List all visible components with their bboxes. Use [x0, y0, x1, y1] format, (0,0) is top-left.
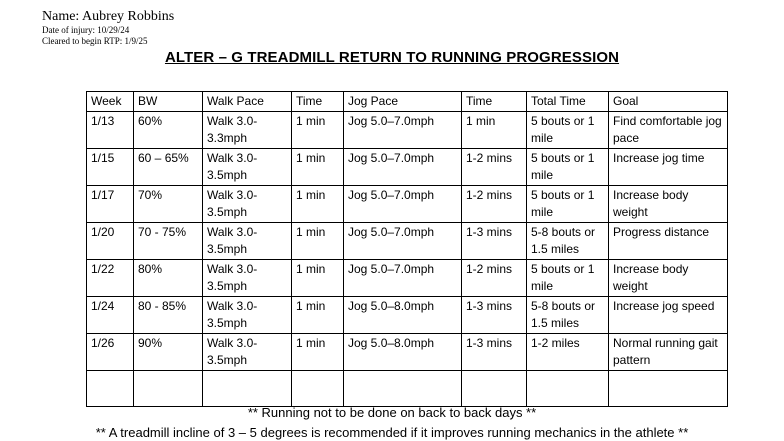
cell-bw: 60%: [134, 112, 203, 149]
col-header-goal: Goal: [609, 92, 728, 112]
empty-cell: [203, 371, 292, 407]
cell-walk-time: 1 min: [292, 260, 344, 297]
cell-jog-time: 1-2 mins: [462, 260, 527, 297]
cell-total-time: 1-2 miles: [527, 334, 609, 371]
table-row: [87, 149, 728, 186]
cell-walk-pace: Walk 3.0-3.5mph: [203, 260, 292, 297]
cell-walk-time: 1 min: [292, 112, 344, 149]
cell-walk-time: 1 min: [292, 149, 344, 186]
cell-jog-pace: Jog 5.0–8.0mph: [344, 297, 462, 334]
cell-week: 1/17: [87, 186, 134, 223]
cell-week: 1/26: [87, 334, 134, 371]
cell-total-time: 5 bouts or 1 mile: [527, 149, 609, 186]
cell-bw: 70 - 75%: [134, 223, 203, 260]
cell-jog-time: 1 min: [462, 112, 527, 149]
table-row: [87, 186, 728, 223]
cell-walk-time: 1 min: [292, 334, 344, 371]
cell-walk-pace: Walk 3.0-3.5mph: [203, 297, 292, 334]
cell-bw: 60 – 65%: [134, 149, 203, 186]
cell-week: 1/22: [87, 260, 134, 297]
cell-walk-pace: Walk 3.0-3.5mph: [203, 186, 292, 223]
cell-jog-time: 1-3 mins: [462, 297, 527, 334]
table-row: [87, 260, 728, 297]
col-header-jog-pace: Jog Pace: [344, 92, 462, 112]
empty-cell: [292, 371, 344, 407]
cell-goal: Increase jog time: [609, 149, 728, 186]
cell-bw: 80%: [134, 260, 203, 297]
note-incline: ** A treadmill incline of 3 – 5 degrees is recommended if it improves running mechanics in the athlete **: [95, 425, 689, 440]
empty-cell: [87, 371, 134, 407]
cell-walk-pace: Walk 3.0-3.5mph: [203, 223, 292, 260]
col-header-walk-time: Time: [292, 92, 344, 112]
cell-week: 1/13: [87, 112, 134, 149]
cell-bw: 80 - 85%: [134, 297, 203, 334]
cell-goal: Increase body weight: [609, 260, 728, 297]
cell-jog-pace: Jog 5.0–8.0mph: [344, 334, 462, 371]
cell-goal: Increase jog speed: [609, 297, 728, 334]
cell-goal: Find comfortable jog pace: [609, 112, 728, 149]
cell-goal: Normal running gait pattern: [609, 334, 728, 371]
cell-total-time: 5 bouts or 1 mile: [527, 260, 609, 297]
cell-jog-time: 1-2 mins: [462, 186, 527, 223]
empty-row: [87, 371, 728, 407]
header-row: [87, 92, 728, 112]
cell-bw: 90%: [134, 334, 203, 371]
empty-cell: [527, 371, 609, 407]
cell-total-time: 5 bouts or 1 mile: [527, 112, 609, 149]
empty-cell: [344, 371, 462, 407]
patient-header: [42, 8, 174, 47]
table-row: [87, 297, 728, 334]
cell-goal: Increase body weight: [609, 186, 728, 223]
cell-week: 1/20: [87, 223, 134, 260]
col-header-jog-time: Time: [462, 92, 527, 112]
table-row: [87, 223, 728, 260]
cell-week: 1/15: [87, 149, 134, 186]
table-row: [87, 112, 728, 149]
col-header-total-time: Total Time: [527, 92, 609, 112]
cell-jog-pace: Jog 5.0–7.0mph: [344, 112, 462, 149]
cell-jog-time: 1-2 mins: [462, 149, 527, 186]
cell-total-time: 5-8 bouts or 1.5 miles: [527, 223, 609, 260]
cell-walk-pace: Walk 3.0-3.3mph: [203, 112, 292, 149]
cell-walk-time: 1 min: [292, 297, 344, 334]
patient-name: Name: Aubrey Robbins: [42, 9, 175, 24]
page-title: ALTER – G TREADMILL RETURN TO RUNNING PROGRESSION: [164, 49, 620, 66]
cell-goal: Progress distance: [609, 223, 728, 260]
cell-walk-pace: Walk 3.0-3.5mph: [203, 334, 292, 371]
cell-jog-time: 1-3 mins: [462, 223, 527, 260]
cell-jog-time: 1-3 mins: [462, 334, 527, 371]
cell-jog-pace: Jog 5.0–7.0mph: [344, 186, 462, 223]
table-row: [87, 334, 728, 371]
cell-total-time: 5-8 bouts or 1.5 miles: [527, 297, 609, 334]
note-back-to-back: ** Running not to be done on back to back days **: [247, 405, 537, 420]
cell-walk-time: 1 min: [292, 223, 344, 260]
col-header-week: Week: [87, 92, 134, 112]
empty-cell: [609, 371, 728, 407]
cell-jog-pace: Jog 5.0–7.0mph: [344, 223, 462, 260]
empty-cell: [134, 371, 203, 407]
cleared-date: Cleared to begin RTP: 1/9/25: [42, 36, 148, 46]
cell-jog-pace: Jog 5.0–7.0mph: [344, 260, 462, 297]
cell-walk-time: 1 min: [292, 186, 344, 223]
progression-table: [86, 91, 728, 407]
empty-cell: [462, 371, 527, 407]
cell-jog-pace: Jog 5.0–7.0mph: [344, 149, 462, 186]
col-header-bw: BW: [134, 92, 203, 112]
cell-total-time: 5 bouts or 1 mile: [527, 186, 609, 223]
injury-date: Date of injury: 10/29/24: [42, 25, 130, 35]
cell-week: 1/24: [87, 297, 134, 334]
cell-walk-pace: Walk 3.0-3.5mph: [203, 149, 292, 186]
col-header-walk-pace: Walk Pace: [203, 92, 292, 112]
cell-bw: 70%: [134, 186, 203, 223]
